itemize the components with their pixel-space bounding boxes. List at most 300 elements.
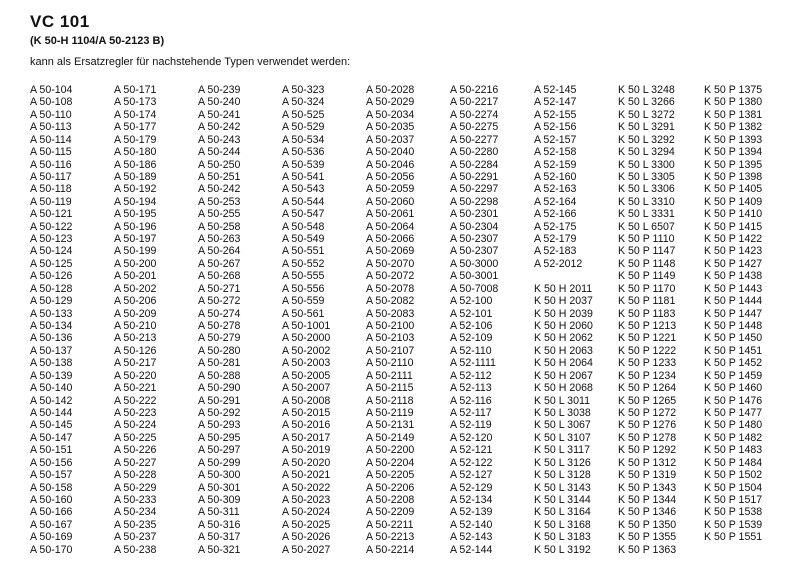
type-entry: K 50 P 1350 [618,518,677,531]
type-entry: K 50 P 1395 [704,158,763,171]
type-entry: K 50 L 3126 [534,456,591,469]
type-entry: K 50 P 1443 [704,282,763,295]
type-entry: A 50-2149 [366,431,415,444]
type-entry: K 50 H 2063 [534,344,593,357]
type-entry: K 50 P 1382 [704,121,763,134]
type-entry: A 50-179 [114,133,157,146]
type-entry: K 50 L 3300 [618,158,675,171]
type-entry: A 50-2301 [450,208,499,221]
type-entry: A 50-268 [198,270,241,283]
type-entry: K 50 H 2062 [534,332,593,345]
type-entry: A 50-281 [198,357,241,370]
type-entry: A 52-122 [450,456,493,469]
page-subtitle: (K 50-H 1104/A 50-2123 B) [30,35,165,47]
type-entry: K 50 P 1363 [618,543,677,556]
type-entry: A 50-147 [30,431,73,444]
type-entry: A 50-134 [30,320,73,333]
type-entry: K 50 P 1181 [618,295,676,308]
type-entry: K 50 P 1393 [704,133,763,146]
type-entry: A 50-151 [30,444,73,457]
type-entry: A 50-2070 [366,257,415,270]
type-entry: A 50-2275 [450,121,499,134]
type-entry: A 50-124 [30,245,73,258]
type-entry: A 50-2082 [366,295,415,308]
type-entry: A 52-163 [534,183,577,196]
type-entry: A 50-280 [198,344,241,357]
type-entry: A 50-2131 [366,419,415,432]
type-entry: A 50-239 [198,84,241,96]
type-entry: A 50-316 [198,518,241,531]
type-entry: K 50 P 1423 [704,245,763,258]
type-entry: A 50-226 [114,444,157,457]
type-entry: A 50-301 [198,481,241,494]
type-entry: K 50 P 1394 [704,146,763,159]
type-entry: K 50 P 1517 [704,493,763,506]
type-entry: A 52-147 [534,96,577,109]
type-entry: K 50 P 1381 [704,108,763,121]
type-entry: A 52-101 [450,307,493,320]
type-entry: A 50-2209 [366,506,415,519]
type-entry: A 50-2060 [366,195,415,208]
type-entry: K 50 L 3117 [534,444,590,457]
type-entry: K 50 P 1405 [704,183,763,196]
type-entry: A 50-170 [30,543,73,556]
type-entry: K 50 L 3183 [534,531,591,544]
type-entry: A 50-2119 [366,406,414,419]
type-entry: A 50-192 [114,183,157,196]
type-entry: A 50-229 [114,481,157,494]
type-entry: A 52-183 [534,245,577,258]
type-entry: A 50-2298 [450,195,499,208]
type-entry: A 50-2003 [282,357,331,370]
type-entry: K 50 P 1539 [704,518,763,531]
type-entry: A 50-2307 [450,233,499,246]
type-entry: A 50-123 [30,233,73,246]
type-entry: A 50-115 [30,146,72,159]
type-entry: A 50-117 [30,170,72,183]
type-entry: A 50-121 [30,208,73,221]
type-entry: A 50-125 [30,257,73,270]
type-entry: A 50-186 [114,158,157,171]
type-entry: A 50-2277 [450,133,499,146]
type-entry: A 50-114 [30,133,72,146]
type-entry: A 50-7008 [450,282,499,295]
type-entry: A 50-224 [114,419,157,432]
type-entry: K 50 P 1476 [704,394,763,407]
type-entry: A 50-2274 [450,108,499,121]
type-entry: A 50-220 [114,369,157,382]
type-entry: K 50 L 3331 [618,208,675,221]
type-entry: K 50 P 1451 [704,344,763,357]
type-entry: A 50-309 [198,493,241,506]
type-entry: K 50 P 1234 [618,369,677,382]
type-entry: A 52-155 [534,108,577,121]
type-entry: A 50-2029 [366,96,415,109]
type-entry: A 50-209 [114,307,157,320]
type-entry: A 50-2026 [282,531,331,544]
type-entry: A 50-2046 [366,158,415,171]
type-entry: A 50-2000 [282,332,331,345]
type-entry: A 50-2118 [366,394,414,407]
type-entry: A 50-2107 [366,344,415,357]
type-entry: A 52-139 [450,506,493,519]
type-entry: A 50-126 [114,344,157,357]
type-entry: A 50-525 [282,108,325,121]
type-entry: A 50-156 [30,456,73,469]
type-entry: A 50-2028 [366,84,415,96]
type-entry: A 50-128 [30,282,73,295]
type-entry: A 50-241 [198,108,241,121]
type-entry: A 50-2002 [282,344,331,357]
type-entry: A 50-2217 [450,96,499,109]
type-entry: K 50 P 1183 [618,307,676,320]
type-entry: A 50-263 [198,233,241,246]
type-entry: A 50-2005 [282,369,331,382]
type-entry: A 50-195 [114,208,157,221]
type-entry: K 50 P 1346 [618,506,677,519]
type-entry: A 52-100 [450,295,493,308]
type-entry: A 50-122 [30,220,73,233]
type-entry: K 50 P 1450 [704,332,763,345]
type-entry: A 50-242 [198,121,241,134]
type-entry: K 50 L 6507 [618,220,675,233]
type-entry: K 50 L 3272 [618,108,675,121]
type-list-grid [30,84,784,556]
type-entry: K 50 L 3011 [534,394,590,407]
type-entry: A 50-2037 [366,133,415,146]
type-entry: A 50-144 [30,406,73,419]
type-entry: A 50-290 [198,382,241,395]
type-entry: A 52-157 [534,133,577,146]
type-entry: A 50-145 [30,419,73,432]
type-entry: A 50-240 [198,96,241,109]
type-entry: A 50-228 [114,469,157,482]
type-entry: K 50 P 1483 [704,444,763,457]
type-entry: K 50 P 1438 [704,270,763,283]
type-entry: K 50 P 1482 [704,431,763,444]
type-entry: A 50-2007 [282,382,331,395]
type-entry: A 50-2066 [366,233,415,246]
type-column [618,84,704,556]
type-entry: K 50 P 1504 [704,481,763,494]
type-entry: A 50-177 [114,121,157,134]
type-entry: A 50-279 [198,332,241,345]
type-entry: A 50-2284 [450,158,499,171]
type-entry: A 50-541 [282,170,325,183]
type-entry: K 50 P 1355 [618,531,677,544]
type-entry: K 50 P 1213 [618,320,677,333]
type-entry: A 50-539 [282,158,325,171]
type-entry: A 50-138 [30,357,73,370]
type-entry: K 50 H 2060 [534,320,593,333]
type-entry: K 50 P 1398 [704,170,763,183]
type-entry: A 50-255 [198,208,241,221]
type-entry: A 50-113 [30,121,72,134]
type-entry: A 50-235 [114,518,157,531]
type-entry: A 50-547 [282,208,325,221]
type-entry: K 50 H 2039 [534,307,593,320]
type-entry: K 50 P 1409 [704,195,763,208]
type-entry: A 50-244 [198,146,241,159]
type-entry: K 50 P 1427 [704,257,763,270]
type-entry: K 50 H 2068 [534,382,593,395]
type-column [198,84,282,556]
type-entry: A 50-2078 [366,282,415,295]
type-entry: K 50 P 1222 [618,344,677,357]
type-entry: K 50 H 2067 [534,369,593,382]
type-entry: A 50-258 [198,220,241,233]
type-entry: A 52-160 [534,170,577,183]
type-entry: A 50-225 [114,431,157,444]
type-entry: K 50 L 3294 [618,146,675,159]
type-entry: A 50-118 [30,183,72,196]
type-entry: A 50-2023 [282,493,331,506]
type-entry: A 52-144 [450,543,493,556]
type-entry: A 50-271 [198,282,241,295]
type-entry: A 50-174 [114,108,157,121]
type-entry: K 50 P 1551 [704,531,763,544]
type-entry: A 50-3000 [450,257,499,270]
type-entry: K 50 L 3291 [618,121,675,134]
type-entry: K 50 L 3266 [618,96,675,109]
type-entry: A 50-293 [198,419,241,432]
type-entry: A 50-2020 [282,456,331,469]
type-entry: K 50 P 1344 [618,493,677,506]
type-entry: A 50-140 [30,382,73,395]
type-entry: A 50-292 [198,406,241,419]
type-entry: A 50-2208 [366,493,415,506]
type-entry: K 50 P 1484 [704,456,763,469]
type-entry: A 50-534 [282,133,325,146]
type-entry: K 50 P 1459 [704,369,763,382]
type-entry: A 50-194 [114,195,157,208]
type-entry: A 50-196 [114,220,157,233]
type-entry: K 50 L 3305 [618,170,675,183]
type-entry: K 50 P 1502 [704,469,763,482]
type-entry: A 50-2040 [366,146,415,159]
type-entry: K 50 L 3306 [618,183,675,196]
type-entry: K 50 P 1233 [618,357,677,370]
type-entry: K 50 H 2064 [534,357,593,370]
type-entry: A 50-2072 [366,270,415,283]
type-entry: A 52-116 [450,394,492,407]
type-entry: A 50-2297 [450,183,499,196]
type-entry: K 50 P 1276 [618,419,677,432]
type-entry: A 50-2019 [282,444,331,457]
type-entry: A 50-295 [198,431,241,444]
type-entry: A 50-274 [198,307,241,320]
page-title: VC 101 [30,12,90,31]
type-entry: A 50-544 [282,195,325,208]
type-entry: K 50 P 1110 [618,233,675,246]
type-entry: K 50 P 1343 [618,481,677,494]
type-entry: K 50 P 1538 [704,506,763,519]
type-entry: K 50 P 1410 [704,208,763,221]
type-entry: K 50 P 1447 [704,307,763,320]
type-entry: A 50-180 [114,146,157,159]
type-entry: A 50-2206 [366,481,415,494]
type-entry: A 52-112 [450,369,492,382]
type-entry: K 50 P 1312 [618,456,677,469]
type-entry: A 52-117 [450,406,492,419]
type-entry: A 50-561 [282,307,325,320]
type-entry: A 50-2216 [450,84,499,96]
type-entry: A 50-2056 [366,170,415,183]
type-entry: A 50-173 [114,96,157,109]
type-entry: K 50 L 3038 [534,406,591,419]
type-entry: A 52-175 [534,220,577,233]
type-entry: K 50 L 3168 [534,518,591,531]
type-entry: A 50-2016 [282,419,331,432]
type-entry: A 50-2115 [366,382,414,395]
type-entry: K 50 P 1444 [704,295,763,308]
type-entry: A 50-202 [114,282,157,295]
type-column [282,84,366,556]
type-entry: K 50 P 1415 [704,220,763,233]
type-entry: A 50-297 [198,444,241,457]
type-entry: K 50 L 3292 [618,133,675,146]
type-entry: K 50 P 1448 [704,320,763,333]
type-entry: A 50-2280 [450,146,499,159]
type-entry: A 50-2059 [366,183,415,196]
type-entry: A 52-109 [450,332,493,345]
type-entry: A 50-559 [282,295,325,308]
type-entry: A 50-291 [198,394,241,407]
type-entry: K 50 L 3144 [534,493,591,506]
type-entry: A 50-552 [282,257,325,270]
type-entry: A 50-2103 [366,332,415,345]
type-entry: A 50-2214 [366,543,415,556]
type-entry: A 50-2083 [366,307,415,320]
type-entry: A 50-108 [30,96,73,109]
type-entry: A 50-548 [282,220,325,233]
type-entry: A 52-158 [534,146,577,159]
type-entry: A 52-164 [534,195,577,208]
type-entry: A 50-104 [30,84,73,96]
type-entry: A 50-2205 [366,469,415,482]
type-entry: A 50-299 [198,456,241,469]
type-entry: A 50-217 [114,357,157,370]
type-entry: A 50-142 [30,394,73,407]
type-entry: A 50-199 [114,245,157,258]
type-entry: A 50-2021 [282,469,331,482]
intro-text: kann als Ersatzregler für nachstehende Typen verwendet werden: [30,56,351,68]
type-entry: A 50-238 [114,543,157,556]
type-entry: A 52-2012 [534,257,583,270]
type-entry: A 50-139 [30,369,73,382]
type-entry: A 50-213 [114,332,157,345]
type-entry: A 50-556 [282,282,325,295]
type-entry: A 50-278 [198,320,241,333]
type-entry: K 50 P 1380 [704,96,763,109]
type-entry: A 50-2061 [366,208,415,221]
type-entry: A 50-237 [114,531,157,544]
type-entry: A 50-2034 [366,108,415,121]
type-entry: A 50-200 [114,257,157,270]
type-entry: A 52-159 [534,158,577,171]
type-entry: K 50 L 3192 [534,543,591,556]
type-entry: A 50-2008 [282,394,331,407]
type-entry [534,270,618,282]
type-entry: A 50-321 [198,543,241,556]
type-entry: K 50 H 2037 [534,295,593,308]
type-entry: A 50-227 [114,456,157,469]
type-entry: A 50-317 [198,531,241,544]
type-entry: A 52-145 [534,84,577,96]
type-entry: A 50-2110 [366,357,414,370]
type-entry: A 52-113 [450,382,492,395]
type-entry: A 50-549 [282,233,325,246]
type-entry: K 50 P 1480 [704,419,763,432]
type-entry: A 50-116 [30,158,72,171]
type-entry: A 52-121 [450,444,493,457]
type-entry: A 50-2304 [450,220,499,233]
type-entry: A 50-2111 [366,369,413,382]
type-entry: A 50-324 [282,96,325,109]
type-entry: A 50-2025 [282,518,331,531]
type-entry: A 50-110 [30,108,72,121]
type-entry: A 50-536 [282,146,325,159]
type-entry: A 50-2035 [366,121,415,134]
type-entry: A 50-2291 [450,170,499,183]
type-entry: A 50-129 [30,295,73,308]
type-entry: K 50 P 1272 [618,406,677,419]
type-entry: K 50 L 3128 [534,469,591,482]
type-entry: A 50-171 [114,84,157,96]
type-entry: A 50-242 [198,183,241,196]
type-entry: K 50 P 1264 [618,382,677,395]
type-entry: A 52-129 [450,481,493,494]
type-column [114,84,198,556]
type-entry: A 52-143 [450,531,493,544]
type-entry: A 52-127 [450,469,493,482]
type-entry: A 50-222 [114,394,157,407]
type-entry: A 50-264 [198,245,241,258]
type-entry: K 50 L 3164 [534,506,591,519]
type-entry: A 50-2024 [282,506,331,519]
type-entry: A 50-167 [30,518,73,531]
type-entry: A 50-2064 [366,220,415,233]
type-entry: A 50-555 [282,270,325,283]
type-entry: A 50-267 [198,257,241,270]
type-entry: K 50 P 1319 [618,469,677,482]
type-entry: A 50-189 [114,170,157,183]
type-entry: A 52-120 [450,431,493,444]
type-entry: A 50-323 [282,84,325,96]
type-entry: A 52-134 [450,493,493,506]
type-entry: A 50-272 [198,295,241,308]
type-entry: A 50-157 [30,469,73,482]
type-entry: A 52-156 [534,121,577,134]
type-entry: K 50 P 1477 [704,406,763,419]
type-entry: A 50-137 [30,344,73,357]
type-entry: K 50 P 1149 [618,270,676,283]
type-entry: A 50-2204 [366,456,415,469]
type-entry: A 50-253 [198,195,241,208]
type-entry: K 50 P 1147 [618,245,676,258]
type-entry: A 50-551 [282,245,325,258]
type-entry: A 50-243 [198,133,241,146]
type-entry: A 50-169 [30,531,73,544]
type-entry: A 50-197 [114,233,157,246]
type-entry: K 50 P 1460 [704,382,763,395]
type-column [534,84,618,556]
type-entry: K 50 L 3143 [534,481,591,494]
type-entry: A 50-2200 [366,444,415,457]
type-entry: A 50-210 [114,320,157,333]
type-entry: A 52-119 [450,419,492,432]
type-entry: A 50-221 [114,382,157,395]
